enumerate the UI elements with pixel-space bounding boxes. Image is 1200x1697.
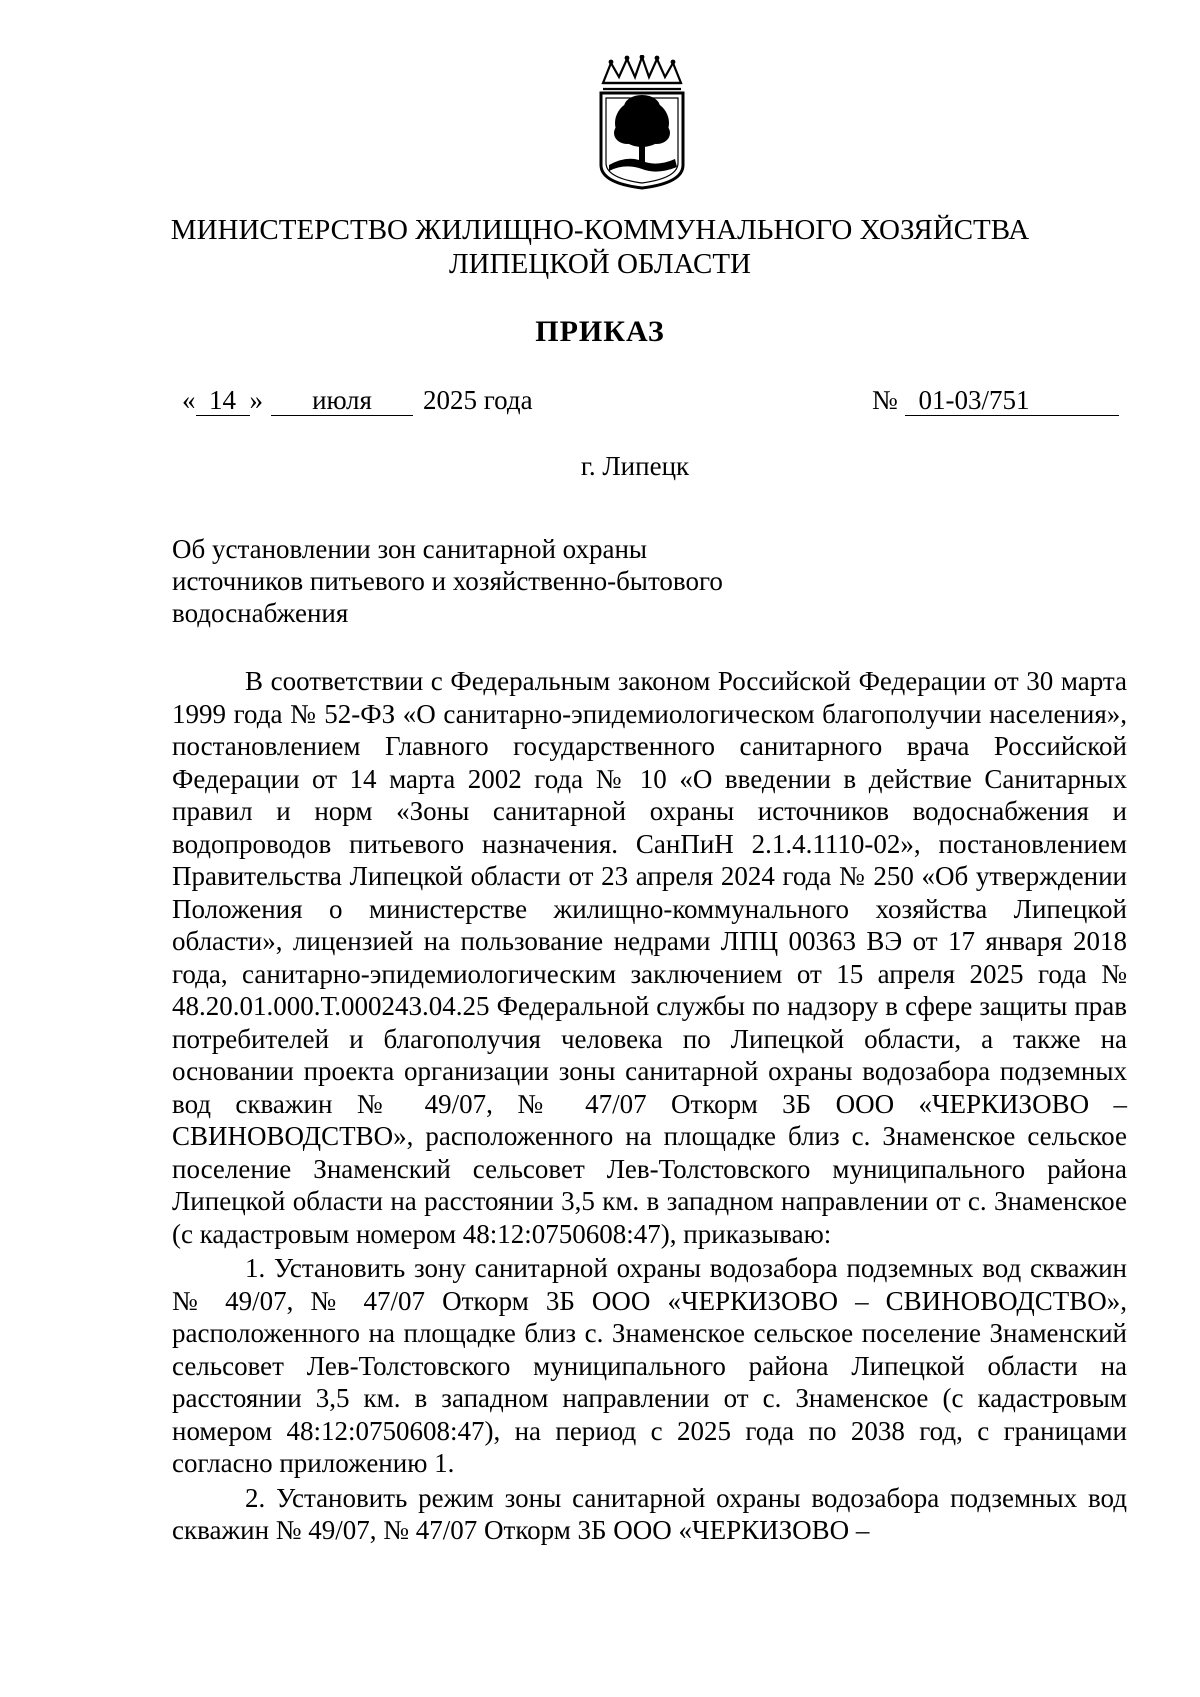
- date-month: июля: [271, 385, 413, 416]
- number-sign: №: [872, 385, 898, 415]
- document-body: [172, 665, 1127, 1547]
- order-item-2: 2. Установить режим зоны санитарной охраны водозабора подземных вод скважин № 49/07, № 47/07 Откорм 3Б ООО «ЧЕРКИЗОВО –: [172, 1482, 1127, 1545]
- ministry-name: [0, 213, 1200, 281]
- ministry-name-line2: ЛИПЕЦКОЙ ОБЛАСТИ: [448, 248, 751, 280]
- order-item-1: 1. Установить зону санитарной охраны водозабора подземных вод скважин № 49/07, № 47/07 Откорм 3Б ООО «ЧЕРКИЗОВО – СВИНОВОДСТВО», расположенного на площадке близ с. Знаменское сельское поселение Знаменский сельсовет Лев-Толстовского муниципального района Липецкой области на расстоянии 3,5 км. в западном направлении от с. Знаменское (с кадастровым номером 48:12:0750608:47), на период с 2025 года по 2038 год, с границами согласно приложению 1.: [172, 1253, 1127, 1478]
- subject-line: Об установлении зон санитарной охраны: [172, 534, 648, 564]
- document-type-title: ПРИКАЗ: [535, 315, 665, 348]
- order-number: [872, 385, 1119, 416]
- subject-line: источников питьевого и хозяйственно-бытового: [172, 566, 723, 596]
- number-value: 01-03/751: [905, 385, 1119, 416]
- ministry-name-line1: МИНИСТЕРСТВО ЖИЛИЩНО-КОММУНАЛЬНОГО ХОЗЯЙСТВА: [170, 214, 1030, 246]
- order-date: [182, 385, 533, 416]
- preamble-paragraph: В соответствии с Федеральным законом Российской Федерации от 30 марта 1999 года № 52-ФЗ «О санитарно-эпидемиологическом благополучии населения», постановлением Главного государственного санитарного врача Российской Федерации от 14 марта 2002 года № 10 «О введении в действие Санитарных правил и норм «Зоны санитарной охраны источников водоснабжения и водопроводов питьевого назначения. СанПиН 2.1.4.1110-02», постановлением Правительства Липецкой области от 23 апреля 2024 года № 250 «Об утверждении Положения о министерстве жилищно-коммунального хозяйства Липецкой области», лицензией на пользование недрами ЛПЦ 00363 ВЭ от 17 января 2018 года, санитарно-эпидемиологическим заключением от 15 апреля 2025 года № 48.20.01.000.Т.000243.04.25 Федеральной службы по надзору в сфере защиты прав потребителей и благополучия человека по Липецкой области, а также на основании проекта организации зоны санитарной охраны водозабора подземных вод скважин № 49/07, № 47/07 Откорм 3Б ООО «ЧЕРКИЗОВО – СВИНОВОДСТВО», расположенного на площадке близ с. Знаменское сельское поселение Знаменский сельсовет Лев-Толстовского муниципального района Липецкой области на расстоянии 3,5 км. в западном направлении от с. Знаменское (с кадастровым номером 48:12:0750608:47), приказываю:: [172, 666, 1127, 1249]
- document-subject: [172, 533, 723, 629]
- date-day: 14: [196, 385, 250, 416]
- date-close-quote: »: [249, 385, 263, 415]
- city-name: г. Липецк: [580, 451, 690, 481]
- date-open-quote: «: [182, 385, 196, 415]
- subject-line: водоснабжения: [172, 598, 349, 628]
- date-year: 2025 года: [423, 385, 533, 415]
- coat-of-arms-icon: [597, 55, 687, 190]
